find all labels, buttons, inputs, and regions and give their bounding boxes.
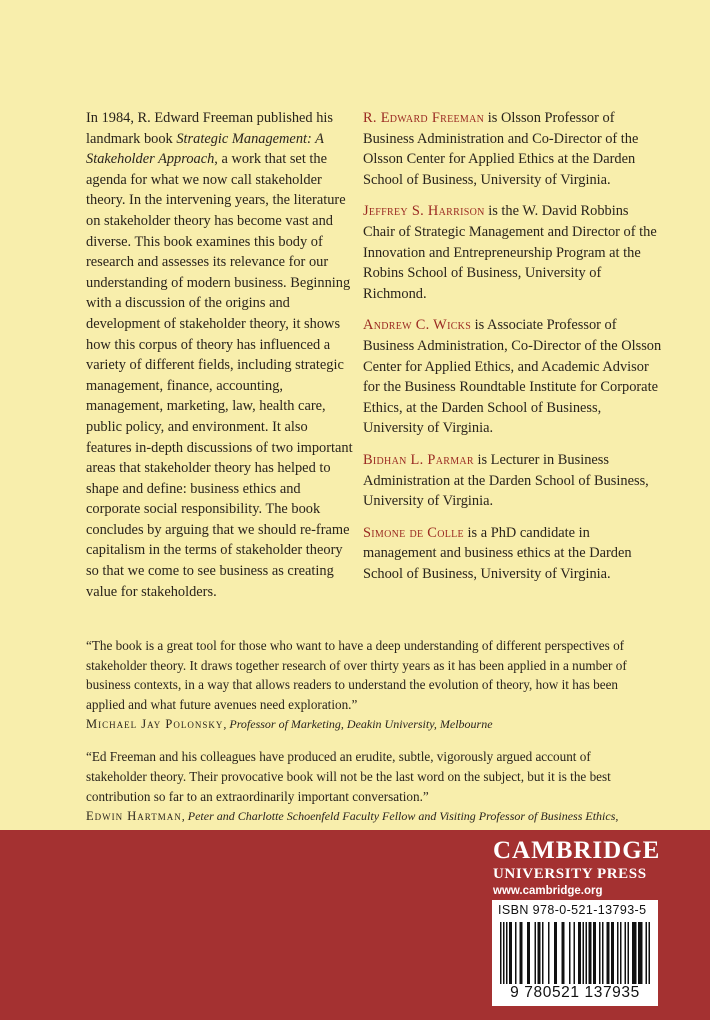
barcode-bar: [569, 922, 571, 984]
author-bio-text: is Associate Professor of Business Administration, Co-Director of the Olsson Center for Applied Ethics, and Academic Advisor for the Business Roundtable Institute for Corporate Ethics, at the Darden School of Business, University of Virginia.: [363, 317, 662, 437]
barcode-bar: [632, 922, 637, 984]
blurb-text-start: In 1984, R. Edward Freeman published his landmark book: [86, 110, 334, 147]
publisher-url: www.cambridge.org: [493, 885, 603, 897]
author-name: Simone de Colle: [363, 524, 464, 541]
barcode-bar: [574, 922, 576, 984]
barcode-bar: [583, 922, 585, 984]
reviewer: [86, 715, 646, 733]
barcode-bar: [578, 922, 581, 984]
review-quote: “Ed Freeman and his colleagues have produced an erudite, subtle, vigorously argued account of stakeholder theory. Their provocative book will not be the last word on the subject, but it is the best contribution so far to an extraordinarily important conversation.”: [86, 749, 611, 804]
barcode-bar: [515, 922, 517, 984]
barcode-bar: [554, 922, 557, 984]
barcode-bar: [538, 922, 541, 984]
barcode-bar: [646, 922, 648, 984]
author-name: Jeffrey S. Harrison: [363, 203, 485, 220]
barcode-bar: [625, 922, 627, 984]
review: [86, 747, 646, 843]
author-bio-text: is Olsson Professor of Business Administration and Co-Director of the Olsson Center for Applied Ethics at the Darden School of Business, University of Virginia.: [363, 110, 639, 188]
book-blurb: [86, 108, 356, 602]
author-bios: [363, 108, 663, 595]
barcode-bar: [503, 922, 505, 984]
review-quote: “The book is a great tool for those who want to have a deep understanding of different perspectives of stakeholder theory. It draws together research of over thirty years as it has been applied in a number of business contexts, in a way that allows readers to understand the evolution of theory, how it has been applied and what future avenues need exploration.”: [86, 638, 627, 712]
author-bio-text: is Lecturer in Business Administration at the Darden School of Business, University of Virginia.: [363, 451, 649, 510]
review-quotes: [86, 636, 646, 857]
barcode-bar: [562, 922, 565, 984]
barcode-bar: [599, 922, 601, 984]
barcode-bar: [586, 922, 588, 984]
barcode-bar: [589, 922, 592, 984]
author-bio: [363, 315, 663, 439]
barcode-bar: [602, 922, 604, 984]
barcode-bar: [520, 922, 523, 984]
barcode-bar: [535, 922, 537, 984]
barcode-bar: [509, 922, 512, 984]
isbn-label: ISBN 978-0-521-13793-5: [498, 903, 647, 917]
reviewer-title: , Professor of Marketing, Deakin University, Melbourne: [223, 717, 493, 732]
author-bio-text: is the W. David Robbins Chair of Strategic Management and Director of the Innovation and Entrepreneurship Program at the Robins School of Business, University of Richmond.: [363, 203, 657, 302]
blurb-book-title: Strategic Management: A Stakeholder Approach: [86, 130, 324, 168]
barcode-bar: [638, 922, 643, 984]
barcode-bar: [620, 922, 622, 984]
barcode-bar: [649, 922, 651, 984]
author-name: Andrew C. Wicks: [363, 317, 472, 334]
author-name: R. Edward Freeman: [363, 110, 485, 126]
barcode-bar: [593, 922, 596, 984]
barcode-digits: 9 780521 137935: [510, 984, 640, 1001]
barcode-bar: [506, 922, 508, 984]
barcode-bar: [628, 922, 630, 984]
review: [86, 636, 646, 733]
barcode-bar: [542, 922, 544, 984]
isbn-barcode: [492, 900, 658, 1006]
publisher-logo: [493, 837, 673, 899]
reviewer-name: Edwin Hartman: [86, 809, 182, 824]
barcode-bar: [527, 922, 530, 984]
barcode-bar: [500, 922, 502, 984]
reviewer-title: , Peter and Charlotte Schoenfeld Faculty Fellow and Visiting Professor of Business Ethics,: [181, 809, 619, 824]
author-bio: [363, 201, 663, 304]
author-bio: [363, 450, 663, 512]
barcode-bar: [617, 922, 619, 984]
author-bio: [363, 108, 663, 190]
author-bio-text: is a PhD candidate in management and business ethics at the Darden School of Business, University of Virginia.: [363, 524, 632, 582]
barcode-bars: [500, 922, 650, 984]
barcode-bar: [607, 922, 610, 984]
barcode-bar: [548, 922, 550, 984]
publisher-subtitle: UNIVERSITY PRESS: [493, 866, 647, 882]
author-name: Bidhan L. Parmar: [363, 451, 474, 468]
reviewer-name: Michael Jay Polonsky: [86, 717, 224, 732]
author-bio: [363, 523, 663, 585]
publisher-name: CAMBRIDGE: [493, 837, 661, 864]
barcode-bar: [611, 922, 614, 984]
blurb-text-rest: , a work that set the agenda for what we now call stakeholder theory. In the intervening years, the literature on stakeholder theory has become vast and diverse. This book examines this body of research and assesses its relevance for our understanding of modern business. Beginning with a discussion of the origins and development of stakeholder theory, it shows how this corpus of theory has influenced a variety of different fields, including strategic management, finance, accounting, management, marketing, law, health care, public policy, and environment. It also features in-depth discussions of two important areas that stakeholder theory has helped to shape and define: business ethics and corporate social responsibility. The book concludes by arguing that we should re-frame capitalism in the terms of stakeholder theory so that we come to see business as creating value for stakeholders.: [86, 151, 353, 600]
